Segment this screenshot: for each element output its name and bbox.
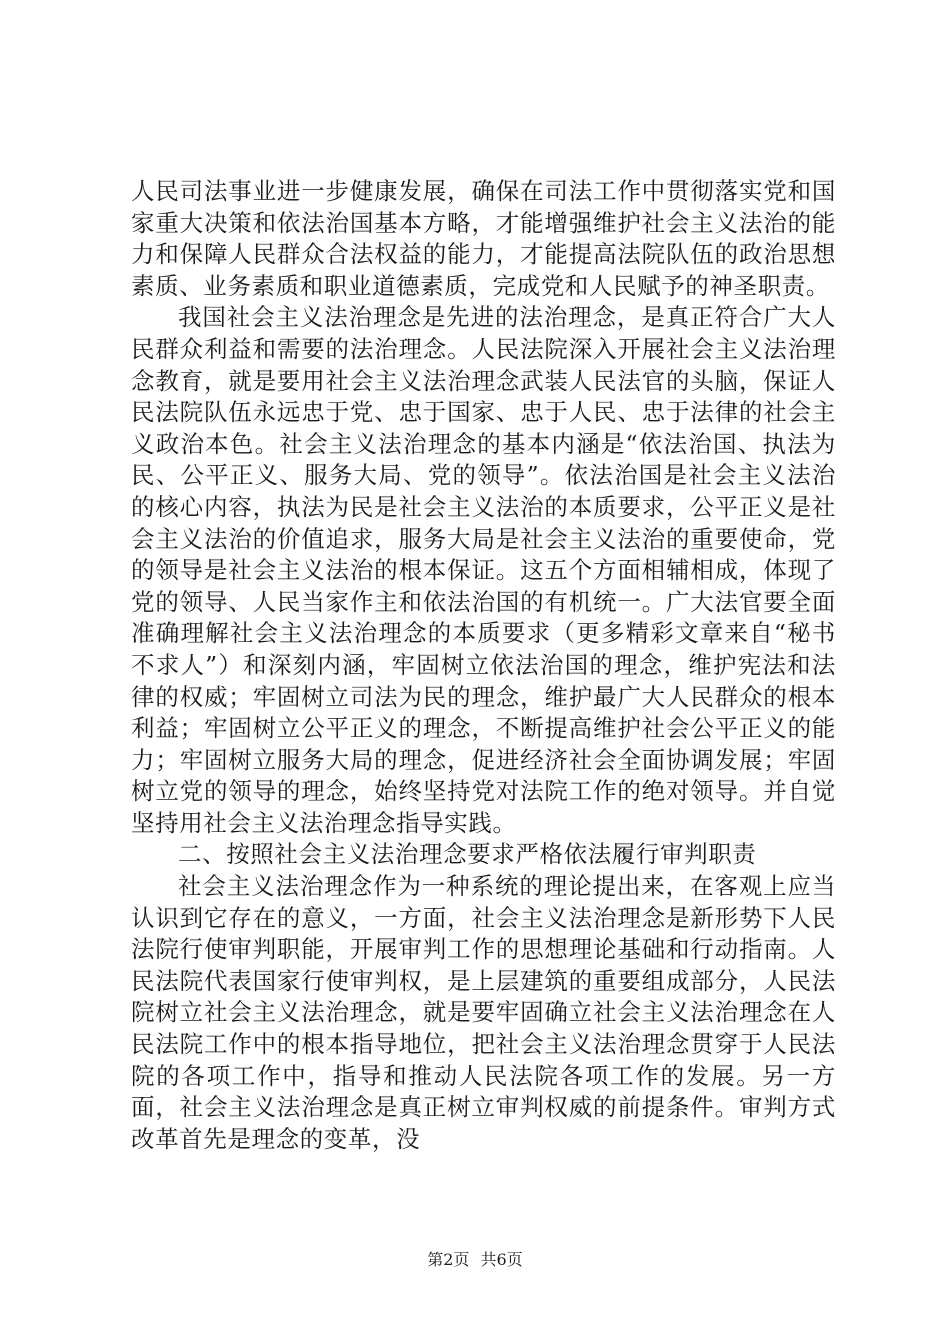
paragraph-system-theory: 社会主义法治理念作为一种系统的理论提出来，在客观上应当认识到它存在的意义，一方面，社会主义法治理念是新形势下人民法院行使审判职能，开展审判工作的思想理论基础和行动指南。人民法院代表国家行使审判权，是上层建筑的重要组成部分，人民法院树立社会主义法治理念，就是要牢固确立社会主义法治理念在人民法院工作中的根本指导地位，把社会主义法治理念贯穿于人民法院的各项工作中，指导和推动人民法院各项工作的发展。另一方面，社会主义法治理念是真正树立审判权威的前提条件。审判方式改革首先是理念的变革，没 (131, 872, 836, 1153)
page-number: 第2页 (427, 1250, 470, 1269)
document-body (131, 176, 836, 1155)
section-heading-two: 二、按照社会主义法治理念要求严格依法履行审判职责 (178, 840, 757, 869)
page-footer (0, 1247, 950, 1270)
paragraph-socialist-rule-of-law: 我国社会主义法治理念是先进的法治理念，是真正符合广大人民群众利益和需要的法治理念。人民法院深入开展社会主义法治理念教育，就是要用社会主义法治理念武装人民法官的头脑，保证人民法院队伍永远忠于党、忠于国家、忠于人民、忠于法律的社会主义政治本色。社会主义法治理念的基本内涵是“依法治国、执法为民、公平正义、服务大局、党的领导”。依法治国是社会主义法治的核心内容，执法为民是社会主义法治的本质要求，公平正义是社会主义法治的价值追求，服务大局是社会主义法治的重要使命，党的领导是社会主义法治的根本保证。这五个方面相辅相成，体现了党的领导、人民当家作主和依法治国的有机统一。广大法官要全面准确理解社会主义法治理念的本质要求（更多精彩文章来自“秘书不求人”）和深刻内涵，牢固树立依法治国的理念，维护宪法和法律的权威；牢固树立司法为民的理念，维护最广大人民群众的根本利益；牢固树立公平正义的理念，不断提高维护社会公平正义的能力；牢固树立服务大局的理念，促进经济社会全面协调发展；牢固树立党的领导的理念，始终坚持党对法院工作的绝对领导。并自觉坚持用社会主义法治理念指导实践。 (131, 303, 836, 837)
page-total: 共6页 (480, 1250, 523, 1269)
paragraph-continuation: 人民司法事业进一步健康发展，确保在司法工作中贯彻落实党和国家重大决策和依法治国基本方略，才能增强维护社会主义法治的能力和保障人民群众合法权益的能力，才能提高法院队伍的政治思想素质、业务素质和职业道德素质，完成党和人民赋予的神圣职责。 (131, 177, 836, 300)
